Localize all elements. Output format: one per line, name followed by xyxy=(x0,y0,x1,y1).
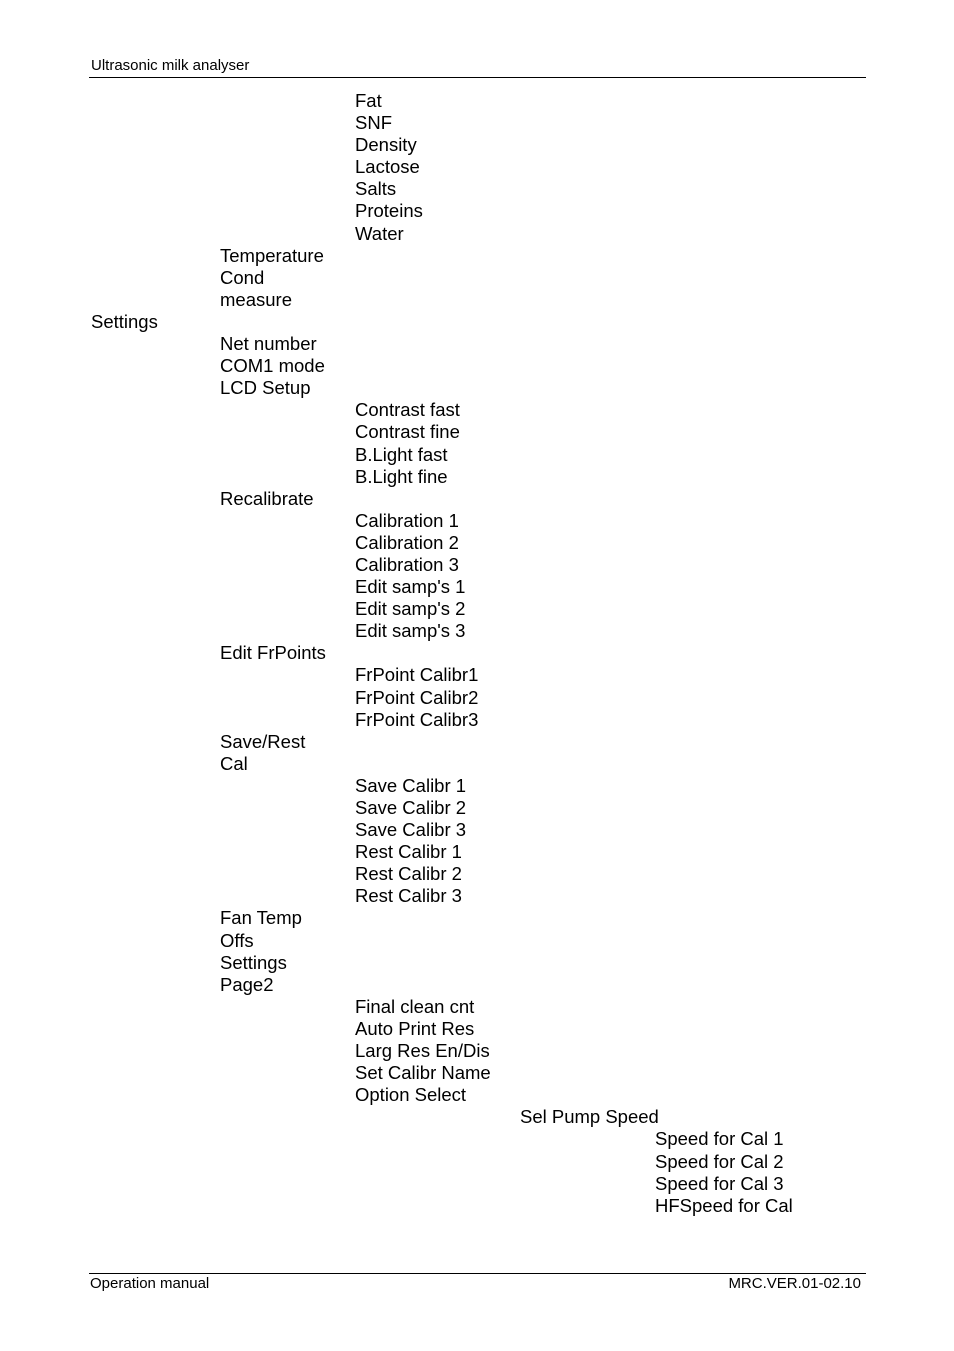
menu-item-level-2: FrPoint Calibr3 xyxy=(355,708,479,730)
menu-item-level-3: Sel Pump Speed xyxy=(520,1106,659,1128)
menu-item-level-2: Calibration 1 xyxy=(355,509,459,531)
menu-item-level-2: Density xyxy=(355,134,417,156)
menu-item-level-1: Settings xyxy=(220,951,287,973)
menu-item-level-2: Final clean cnt xyxy=(355,995,475,1017)
menu-item-level-2: Calibration 3 xyxy=(355,553,459,575)
menu-item-level-2: FrPoint Calibr1 xyxy=(355,664,479,686)
menu-item-level-2: Rest Calibr 1 xyxy=(355,841,462,863)
menu-item-level-1: Recalibrate xyxy=(220,487,314,509)
menu-item-level-1: Temperature xyxy=(220,244,324,266)
menu-item-level-2: FrPoint Calibr2 xyxy=(355,686,479,708)
menu-item-level-2: Edit samp's 1 xyxy=(355,576,466,598)
footer-manual-label: Operation manual xyxy=(90,1275,210,1292)
menu-item-level-4: Speed for Cal 2 xyxy=(655,1150,784,1172)
menu-item-level-2: Contrast fine xyxy=(355,421,460,443)
menu-item-level-2: Fat xyxy=(355,90,382,111)
menu-item-level-4: HFSpeed for Cal xyxy=(655,1194,793,1216)
menu-item-level-1: Offs xyxy=(220,929,254,951)
menu-item-level-1: Cond xyxy=(220,266,265,288)
menu-item-level-4: Speed for Cal 1 xyxy=(655,1128,784,1150)
menu-item-level-4: Speed for Cal 3 xyxy=(655,1172,784,1194)
menu-item-level-2: Edit samp's 3 xyxy=(355,620,466,642)
menu-item-level-2: Save Calibr 2 xyxy=(355,797,467,818)
menu-item-level-2: SNF xyxy=(355,112,392,134)
menu-item-level-2: Option Select xyxy=(355,1084,467,1106)
menu-item-level-2: Contrast fast xyxy=(355,399,460,421)
menu-item-level-2: Lactose xyxy=(355,156,420,178)
menu-item-level-2: Save Calibr 3 xyxy=(355,819,467,841)
menu-tree xyxy=(0,90,954,1217)
menu-item-level-2: Water xyxy=(355,222,404,244)
menu-item-level-1: Save/Rest xyxy=(220,730,306,752)
menu-item-level-0: Settings xyxy=(91,310,158,332)
menu-item-level-2: Auto Print Res xyxy=(355,1017,475,1039)
menu-item-level-1: Edit FrPoints xyxy=(220,642,326,664)
menu-item-level-2: Calibration 2 xyxy=(355,531,459,553)
menu-item-level-2: Salts xyxy=(355,178,397,200)
footer-version-label: MRC.VER.01-02.10 xyxy=(728,1275,861,1292)
menu-item-level-1: measure xyxy=(220,288,292,310)
menu-item-level-2: Set Calibr Name xyxy=(355,1062,491,1084)
menu-item-level-1: Net number xyxy=(220,333,317,355)
menu-item-level-2: Rest Calibr 3 xyxy=(355,885,462,907)
menu-item-level-1: Fan Temp xyxy=(220,907,302,929)
menu-item-level-2: Larg Res En/Dis xyxy=(355,1040,490,1062)
page-header-title: Ultrasonic milk analyser xyxy=(91,57,250,74)
menu-item-level-1: LCD Setup xyxy=(220,377,311,399)
menu-item-level-1: Page2 xyxy=(220,973,274,995)
menu-item-level-1: Cal xyxy=(220,752,248,774)
menu-item-level-2: Save Calibr 1 xyxy=(355,774,467,796)
menu-item-level-2: Proteins xyxy=(355,200,423,222)
menu-item-level-1: COM1 mode xyxy=(220,355,325,377)
header-rule xyxy=(89,77,866,78)
menu-item-level-2: B.Light fast xyxy=(355,443,448,465)
menu-item-level-2: Rest Calibr 2 xyxy=(355,863,462,885)
footer-rule xyxy=(89,1273,866,1274)
menu-item-level-2: Edit samp's 2 xyxy=(355,598,466,620)
menu-item-level-2: B.Light fine xyxy=(355,465,448,487)
